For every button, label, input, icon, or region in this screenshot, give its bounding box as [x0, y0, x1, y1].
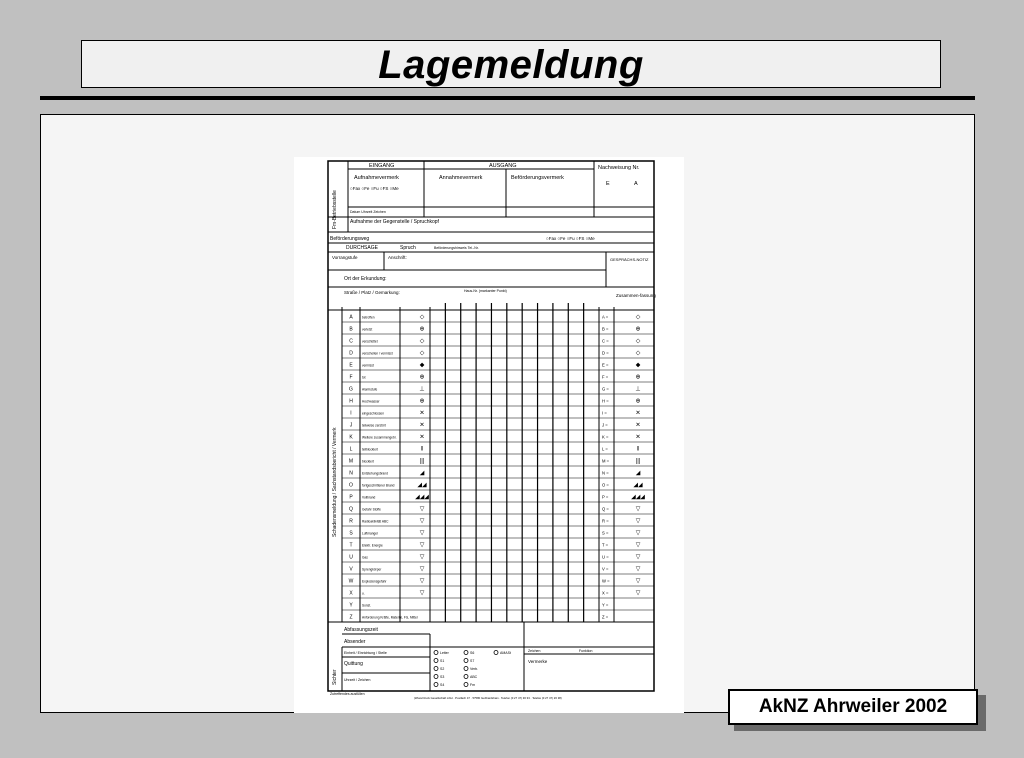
row-symbol: ▽: [419, 578, 425, 585]
row-text: Explosionsgefahr: [362, 579, 387, 584]
vorrangstufe-label: Vorrangstufe: [332, 255, 358, 260]
anschrift-label: Anschrift:: [388, 255, 407, 260]
summary-symbol: ◇: [635, 314, 641, 321]
row-code: A: [349, 314, 353, 321]
row-code: M: [348, 458, 354, 465]
summary-symbol: ⊕: [635, 374, 641, 381]
footer-box: [728, 689, 978, 725]
summary-code: V =: [602, 566, 609, 572]
row-text: Alarmstufe: [362, 387, 378, 392]
row-code: K: [349, 434, 353, 441]
ausgang-label: AUSGANG: [489, 163, 517, 169]
row-text: verletzt: [362, 327, 373, 332]
row-symbol: ▽: [419, 542, 425, 549]
summary-code: U =: [602, 554, 609, 560]
summary-code: B =: [602, 326, 609, 332]
checkbox-circle: [464, 675, 468, 679]
summary-code: L =: [602, 446, 608, 452]
durchsage-label: DURCHSAGE: [346, 245, 378, 251]
row-symbol: |||: [419, 458, 425, 465]
checkbox-circle: [494, 651, 498, 655]
summary-symbol: ◢◢: [633, 482, 643, 489]
page-title: Lagemeldung: [378, 43, 644, 87]
summary-code: K =: [602, 434, 609, 440]
checkbox-label: S6: [470, 651, 475, 655]
summary-code: N =: [602, 470, 609, 476]
row-symbol: ▽: [419, 566, 425, 573]
row-text: Luftmangel: [362, 531, 378, 536]
ort-erkundung-label: Ort der Erkundung:: [344, 276, 387, 282]
row-text: eingeschlossen: [362, 411, 384, 416]
row-text: Sonst.: [362, 603, 372, 608]
row-text: u.: [362, 591, 365, 596]
row-symbol: ◇: [419, 350, 425, 357]
sichter-label: Sichter: [332, 669, 338, 685]
summary-symbol: ◢: [635, 470, 641, 477]
funktion-label: Funktion: [579, 649, 593, 653]
checkbox-label: ABC: [470, 675, 478, 679]
row-code: N: [349, 470, 353, 477]
modes-full: ○Fax ○Fe ○Fu ○FS ○Me: [546, 236, 595, 241]
row-symbol: ▽: [419, 518, 425, 525]
checkbox-label: S2: [440, 667, 445, 671]
nachweisung-a: A: [634, 181, 638, 187]
befoerderungshinweis-label: Beförderungshinweis Tel.-Nr.: [434, 246, 479, 250]
checkbox-circle: [434, 659, 438, 663]
summary-symbol: ▽: [635, 578, 641, 585]
summary-symbol: ▽: [635, 554, 641, 561]
row-text: Gas: [362, 555, 368, 560]
checkbox-circle: [464, 651, 468, 655]
annahmevermerk-label: Annahmevermerk: [439, 175, 483, 181]
quittung-label: Quittung: [344, 661, 363, 667]
bottom-note: Zutreffendes ausfüllen: [330, 692, 365, 696]
checkbox-label: Leiter: [440, 651, 449, 655]
row-text: Weitere zusammengebr.: [362, 435, 397, 440]
summary-symbol: ⊥: [635, 386, 641, 393]
summary-symbol: ▽: [635, 530, 641, 537]
checkbox-circle: [434, 675, 438, 679]
summary-symbol: ⊕: [635, 326, 641, 333]
summary-symbol: ▽: [635, 590, 641, 597]
summary-code: A =: [602, 314, 609, 320]
row-text: vermisst: [362, 363, 374, 368]
row-symbol: ⊕: [419, 398, 425, 405]
checkbox-label: S7: [470, 659, 475, 663]
row-code: G: [349, 386, 353, 393]
row-text: verschollen / vermisst: [362, 351, 393, 356]
checkbox-label: S3: [440, 675, 445, 679]
row-code: F: [349, 374, 353, 381]
nachweisung-label: Nachweisung Nr.: [598, 165, 640, 171]
row-symbol: ⊕: [419, 374, 425, 381]
row-code: H: [349, 398, 353, 405]
aufnahmevermerk-label: Aufnahmevermerk: [354, 175, 399, 181]
row-code: T: [349, 542, 353, 549]
summary-code: M =: [602, 458, 610, 464]
summary-code: O =: [602, 482, 609, 488]
title-underline: [40, 96, 975, 100]
summary-symbol: |||: [635, 458, 641, 465]
row-symbol: ‖: [420, 446, 424, 453]
row-code: O: [349, 482, 353, 489]
row-code: J: [349, 422, 353, 429]
row-text: Gefahr Stoffe: [362, 507, 381, 512]
befoerderungsweg-label: Beförderungsweg: [330, 236, 370, 242]
gespraechsnotiz-label: GESPRÄCHS-NOTIZ: [610, 257, 649, 262]
row-code: Y: [349, 602, 353, 609]
row-symbol: ◆: [419, 362, 425, 369]
row-text: Entstehungsbrand: [362, 471, 388, 476]
row-symbol: ◢◢: [417, 482, 427, 489]
row-code: R: [349, 518, 353, 525]
row-text: Vollbrand: [362, 495, 376, 500]
summary-code: D =: [602, 350, 609, 356]
summary-code: P =: [602, 494, 609, 500]
absender-label: Absender: [344, 639, 366, 645]
row-text: teilweise zerstört: [362, 423, 386, 428]
summary-symbol: ▽: [635, 506, 641, 513]
title-bar: [81, 40, 941, 88]
row-text: fortgeschrittener Brand: [362, 483, 395, 488]
row-code: C: [349, 338, 353, 345]
strasse-label: Straße / Platz / Gemarkung:: [344, 290, 400, 295]
checkbox-circle: [434, 683, 438, 687]
summary-code: R =: [602, 518, 609, 524]
summary-symbol: ✕: [635, 434, 641, 441]
row-symbol: ▽: [419, 590, 425, 597]
uhrzeit-zeichen-label: Uhrzeit / Zeichen: [344, 678, 371, 682]
summary-symbol: ▽: [635, 542, 641, 549]
checkbox-circle: [434, 667, 438, 671]
row-code: B: [349, 326, 353, 333]
summary-code: G =: [602, 386, 609, 392]
summary-code: E =: [602, 362, 609, 368]
checkbox-circle: [464, 683, 468, 687]
zusammenfassung-label: Zusammen-fassung: [616, 293, 656, 298]
row-symbol: ✕: [419, 422, 425, 429]
summary-symbol: ✕: [635, 422, 641, 429]
row-text: Sprengkörper: [362, 567, 382, 572]
row-code: P: [349, 494, 353, 501]
summary-symbol: ▽: [635, 566, 641, 573]
row-text: blockiert: [362, 459, 374, 464]
checkbox-circle: [464, 667, 468, 671]
zeichen-label: Zeichen: [528, 649, 541, 653]
row-code: L: [349, 446, 353, 453]
row-code: X: [349, 590, 353, 597]
summary-code: W =: [602, 578, 610, 584]
vermerke-label: Vermerke: [528, 659, 548, 664]
abfassungszeit-label: Abfassungszeit: [344, 627, 378, 633]
summary-symbol: ◢◢◢: [631, 494, 645, 501]
printer-note: (Wiwa Druck Gesellschaft mbH · Postfach 47 · 57580 Gebhardshain · Telefon (0 27 47) 30 33 · Telefax (0 27 47) 26 38): [414, 696, 562, 700]
befoerderungsvermerk-label: Beförderungsvermerk: [511, 175, 564, 181]
eingang-label: EINGANG: [369, 163, 395, 169]
aufnahme-gegenstelle: Aufnahme der Gegenstelle / Spruchkopf: [350, 219, 439, 225]
row-symbol: ⊥: [419, 386, 425, 393]
row-symbol: ◢: [419, 470, 425, 477]
summary-code: C =: [602, 338, 609, 344]
summary-code: F =: [602, 374, 609, 380]
summary-code: Y =: [602, 602, 609, 608]
summary-symbol: ‖: [636, 446, 640, 453]
row-text: Radioaktivität ABC: [362, 519, 389, 524]
row-text: Hochwasser: [362, 399, 380, 404]
hausnr-label: Haus-Nr. (markanter Punkt): [464, 289, 507, 293]
footer-text: AkNZ Ahrweiler 2002: [758, 696, 948, 717]
row-text: tot: [362, 375, 366, 380]
checkbox-label: S1: [440, 659, 445, 663]
row-code: Z: [349, 614, 353, 621]
row-symbol: ◇: [419, 338, 425, 345]
row-symbol: ✕: [419, 410, 425, 417]
row-code: W: [348, 578, 354, 585]
row-code: V: [349, 566, 353, 573]
row-code: I: [350, 410, 352, 417]
row-code: D: [349, 350, 353, 357]
side-label: Schadensmeldung / Sachstandsbericht / Vermerk: [332, 427, 338, 537]
summary-symbol: ⊕: [635, 398, 641, 405]
modes-short: ○Fax ○Fe ○Fu ○FS ○Me: [350, 186, 399, 191]
summary-symbol: ✕: [635, 410, 641, 417]
row-text: verschüttet: [362, 339, 378, 344]
row-code: U: [349, 554, 353, 561]
summary-symbol: ◆: [635, 362, 641, 369]
summary-symbol: ◇: [635, 350, 641, 357]
checkbox-circle: [434, 651, 438, 655]
nachweisung-e: E: [606, 181, 610, 187]
checkbox-label: Verb.: [470, 667, 479, 671]
checkbox-circle: [464, 659, 468, 663]
summary-code: S =: [602, 530, 609, 536]
spruch-label: Spruch: [400, 245, 416, 251]
row-code: S: [349, 530, 353, 537]
row-code: E: [349, 362, 353, 369]
lagemeldung-form-image: [294, 157, 684, 713]
summary-code: T =: [602, 542, 609, 548]
summary-symbol: ◇: [635, 338, 641, 345]
row-text: Elektr. Energie: [362, 543, 383, 548]
summary-code: J =: [602, 422, 608, 428]
fm-betriebsstelle-label: Fm-Betriebsstelle: [332, 190, 338, 229]
summary-code: I =: [602, 410, 607, 416]
datum-row: Datum Uhrzeit Zeichen: [350, 210, 386, 214]
summary-code: X =: [602, 590, 609, 596]
row-symbol: ◇: [419, 314, 425, 321]
row-symbol: ▽: [419, 506, 425, 513]
einheit-label: Einheit / Einrichtung / Stelle: [344, 651, 387, 655]
summary-code: Z =: [602, 614, 609, 620]
checkbox-label: AMASt: [500, 651, 511, 655]
row-symbol: ◢◢◢: [415, 494, 429, 501]
row-code: Q: [349, 506, 353, 513]
row-text: Anforderung Kräfte, Material, FG, Mittel: [362, 615, 418, 620]
row-symbol: ⊕: [419, 326, 425, 333]
summary-symbol: ▽: [635, 518, 641, 525]
row-symbol: ▽: [419, 530, 425, 537]
row-symbol: ▽: [419, 554, 425, 561]
checkbox-label: S4: [440, 683, 445, 687]
summary-code: Q =: [602, 506, 609, 512]
row-text: teilblockiert: [362, 447, 378, 452]
row-symbol: ✕: [419, 434, 425, 441]
row-text: betroffen: [362, 315, 375, 320]
summary-code: H =: [602, 398, 609, 404]
checkbox-label: Fm: [470, 683, 476, 687]
